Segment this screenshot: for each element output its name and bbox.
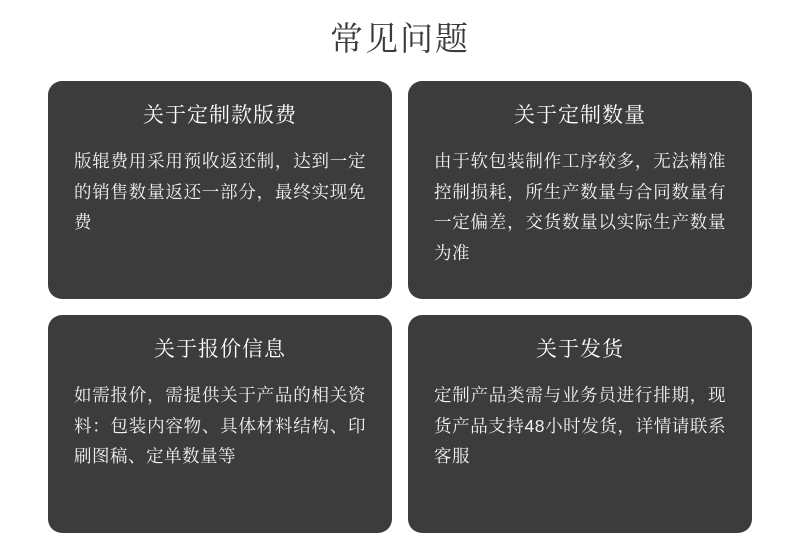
faq-card-title: 关于定制款版费 [143,104,297,127]
faq-card-body: 由于软包装制作工序较多，无法精准控制损耗，所生产数量与合同数量有一定偏差，交货数量以实际生产数量为准 [434,151,726,264]
faq-card-body: 定制产品类需与业务员进行排期，现货产品支持48小时发货，详情请联系客服 [434,385,726,467]
faq-card-title: 关于报价信息 [154,338,286,361]
faq-card-shipping [408,315,752,533]
faq-card-body: 版辊费用采用预收返还制，达到一定的销售数量返还一部分，最终实现免费 [74,151,366,233]
faq-card-body: 如需报价，需提供关于产品的相关资料：包装内容物、具体材料结构、印刷图稿、定单数量等 [74,385,366,467]
faq-card-title: 关于发货 [536,338,624,361]
faq-card-custom-quantity [408,81,752,299]
faq-card-custom-plate-fee [48,81,392,299]
page-title: 常见问题 [330,20,470,57]
faq-card-quotation-info [48,315,392,533]
faq-card-grid [0,81,800,533]
faq-card-title: 关于定制数量 [514,104,646,127]
